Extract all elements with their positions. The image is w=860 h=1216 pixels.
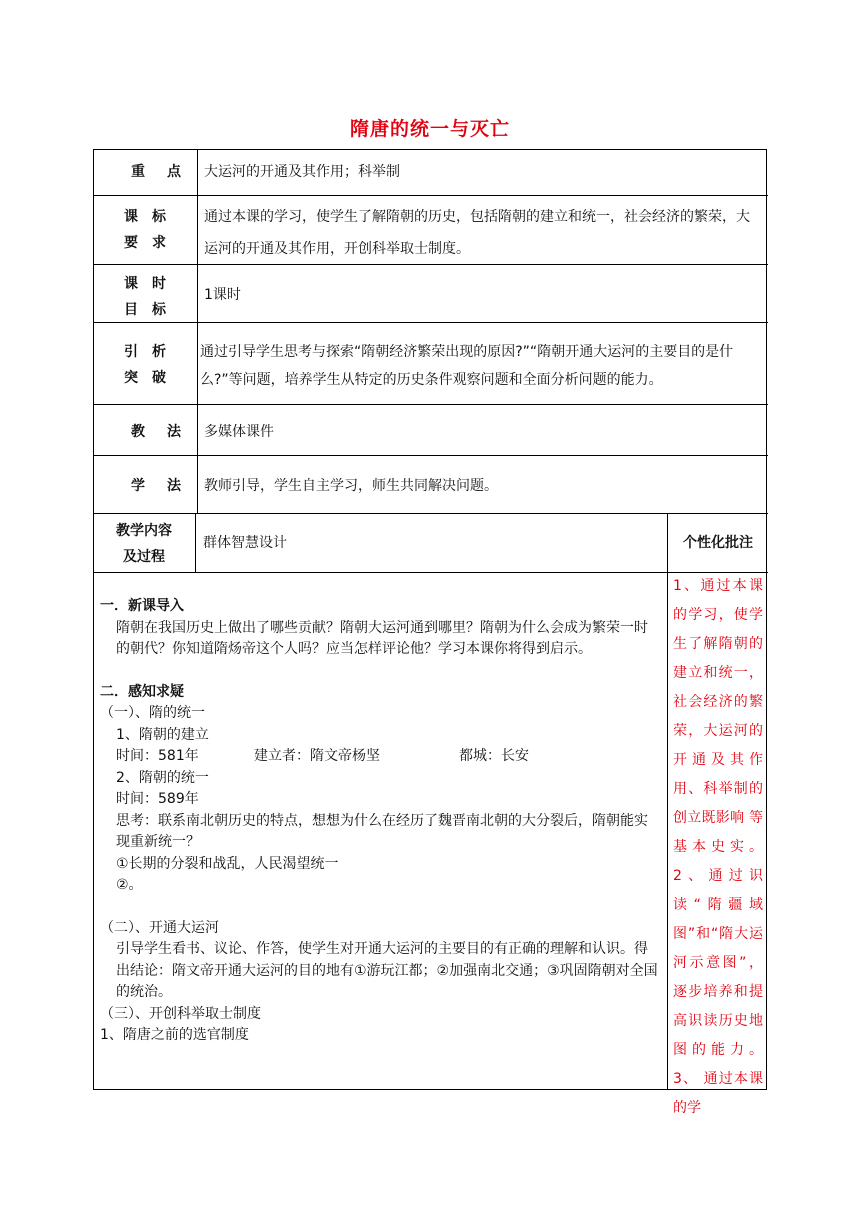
label-divider [197,149,198,513]
s2a2-time: 时间：589年 [116,791,199,807]
rule [93,572,768,573]
annotation-text: 1、通过本课的学习，使学生了解隋朝的建立和统一，社会经济的繁荣，大运河的开通及其作用、科举制的创立既影响 等基本史实。2、通过识读“隋疆域图”和“隋大运河示意图”，逐步培养和提高识读历史地图的能力。 3、 通过本课的学 [673,578,763,1116]
process-divider-left [195,513,196,572]
annotation-divider [667,513,668,1090]
label-zhongdian: 重点 [131,164,181,180]
yinxi-text: 通过引导学生思考与探索“隋朝经济繁荣出现的原因?”“隋朝开通大运河的主要目的是什么?”等问题，培养学生从特定的历史条件观察问题和全面分析问题的能力。 [200,344,734,388]
zhongdian-text: 大运河的开通及其作用；科举制 [204,164,400,180]
kebiao-text: 通过本课的学习，使学生了解隋朝的历史，包括隋朝的建立和统一，社会经济的繁荣，大运河的开通及其作用，开创科举取士制度。 [204,209,750,257]
jiaofa-text: 多媒体课件 [204,424,274,440]
s2c1-heading: 1、隋唐之前的选官制度 [100,1027,249,1043]
label-jiaofa: 教法 [131,424,181,440]
rule [93,513,768,514]
rule [93,404,768,405]
annotation-header: 个性化批注 [683,535,753,551]
s2a-heading: （一）、隋的统一 [100,705,205,721]
label-xuefa: 学法 [131,478,181,494]
s2a2-heading: 2、隋朝的统一 [116,769,209,786]
s2b-heading: （二）、开通大运河 [100,919,219,936]
label-yinxi: 引 析 突 破 [124,344,166,386]
s2a2-reason-1: ①长期的分裂和战乱，人民渴望统一 [116,855,339,872]
sec2-title: 二．感知求疑 [100,683,184,700]
s2b-text: 引导学生看书、议论、作答，使学生对开通大运河的主要目的有正确的理解和认识。得出结论：隋文帝开通大运河的目的地有①游玩江都；②加强南北交通；③巩固隋朝对全国的统治。 [116,941,658,1000]
label-keshi: 课 时 目 标 [124,276,166,318]
rule [93,195,768,196]
s2a1-heading: 1、隋朝的建立 [116,726,209,743]
keshi-text: 1课时 [204,287,241,303]
lesson-content [100,596,660,1047]
s2a2-reason-2: ②。 [116,877,143,893]
xuefa-text: 教师引导，学生自主学习，师生共同解决问题。 [204,478,498,494]
page-title: 隋唐的统一与灭亡 [349,118,510,140]
sec1-text: 隋朝在我国历史上做出了哪些贡献？隋朝大运河通到哪里？隋朝为什么会成为繁荣一时的朝代？你知道隋炀帝这个人吗？应当怎样评论他？学习本课你将得到启示。 [116,619,648,657]
s2c-heading: （三）、开创科举取士制度 [100,1005,261,1022]
s2a2-think: 思考：联系南北朝历史的特点，想想为什么在经历了魏晋南北朝的大分裂后，隋朝能实现重新统一？ [116,812,648,850]
label-kebiao: 课 标 要 求 [124,209,166,251]
process-middle-header: 群体智慧设计 [203,535,287,551]
sec1-title: 一．新课导入 [100,598,184,614]
process-label: 教学内容 及过程 [116,523,172,565]
rule [93,455,768,456]
s2a1-facts: 时间：581年 建立者：隋文帝杨坚 都城：长安 [116,748,529,764]
